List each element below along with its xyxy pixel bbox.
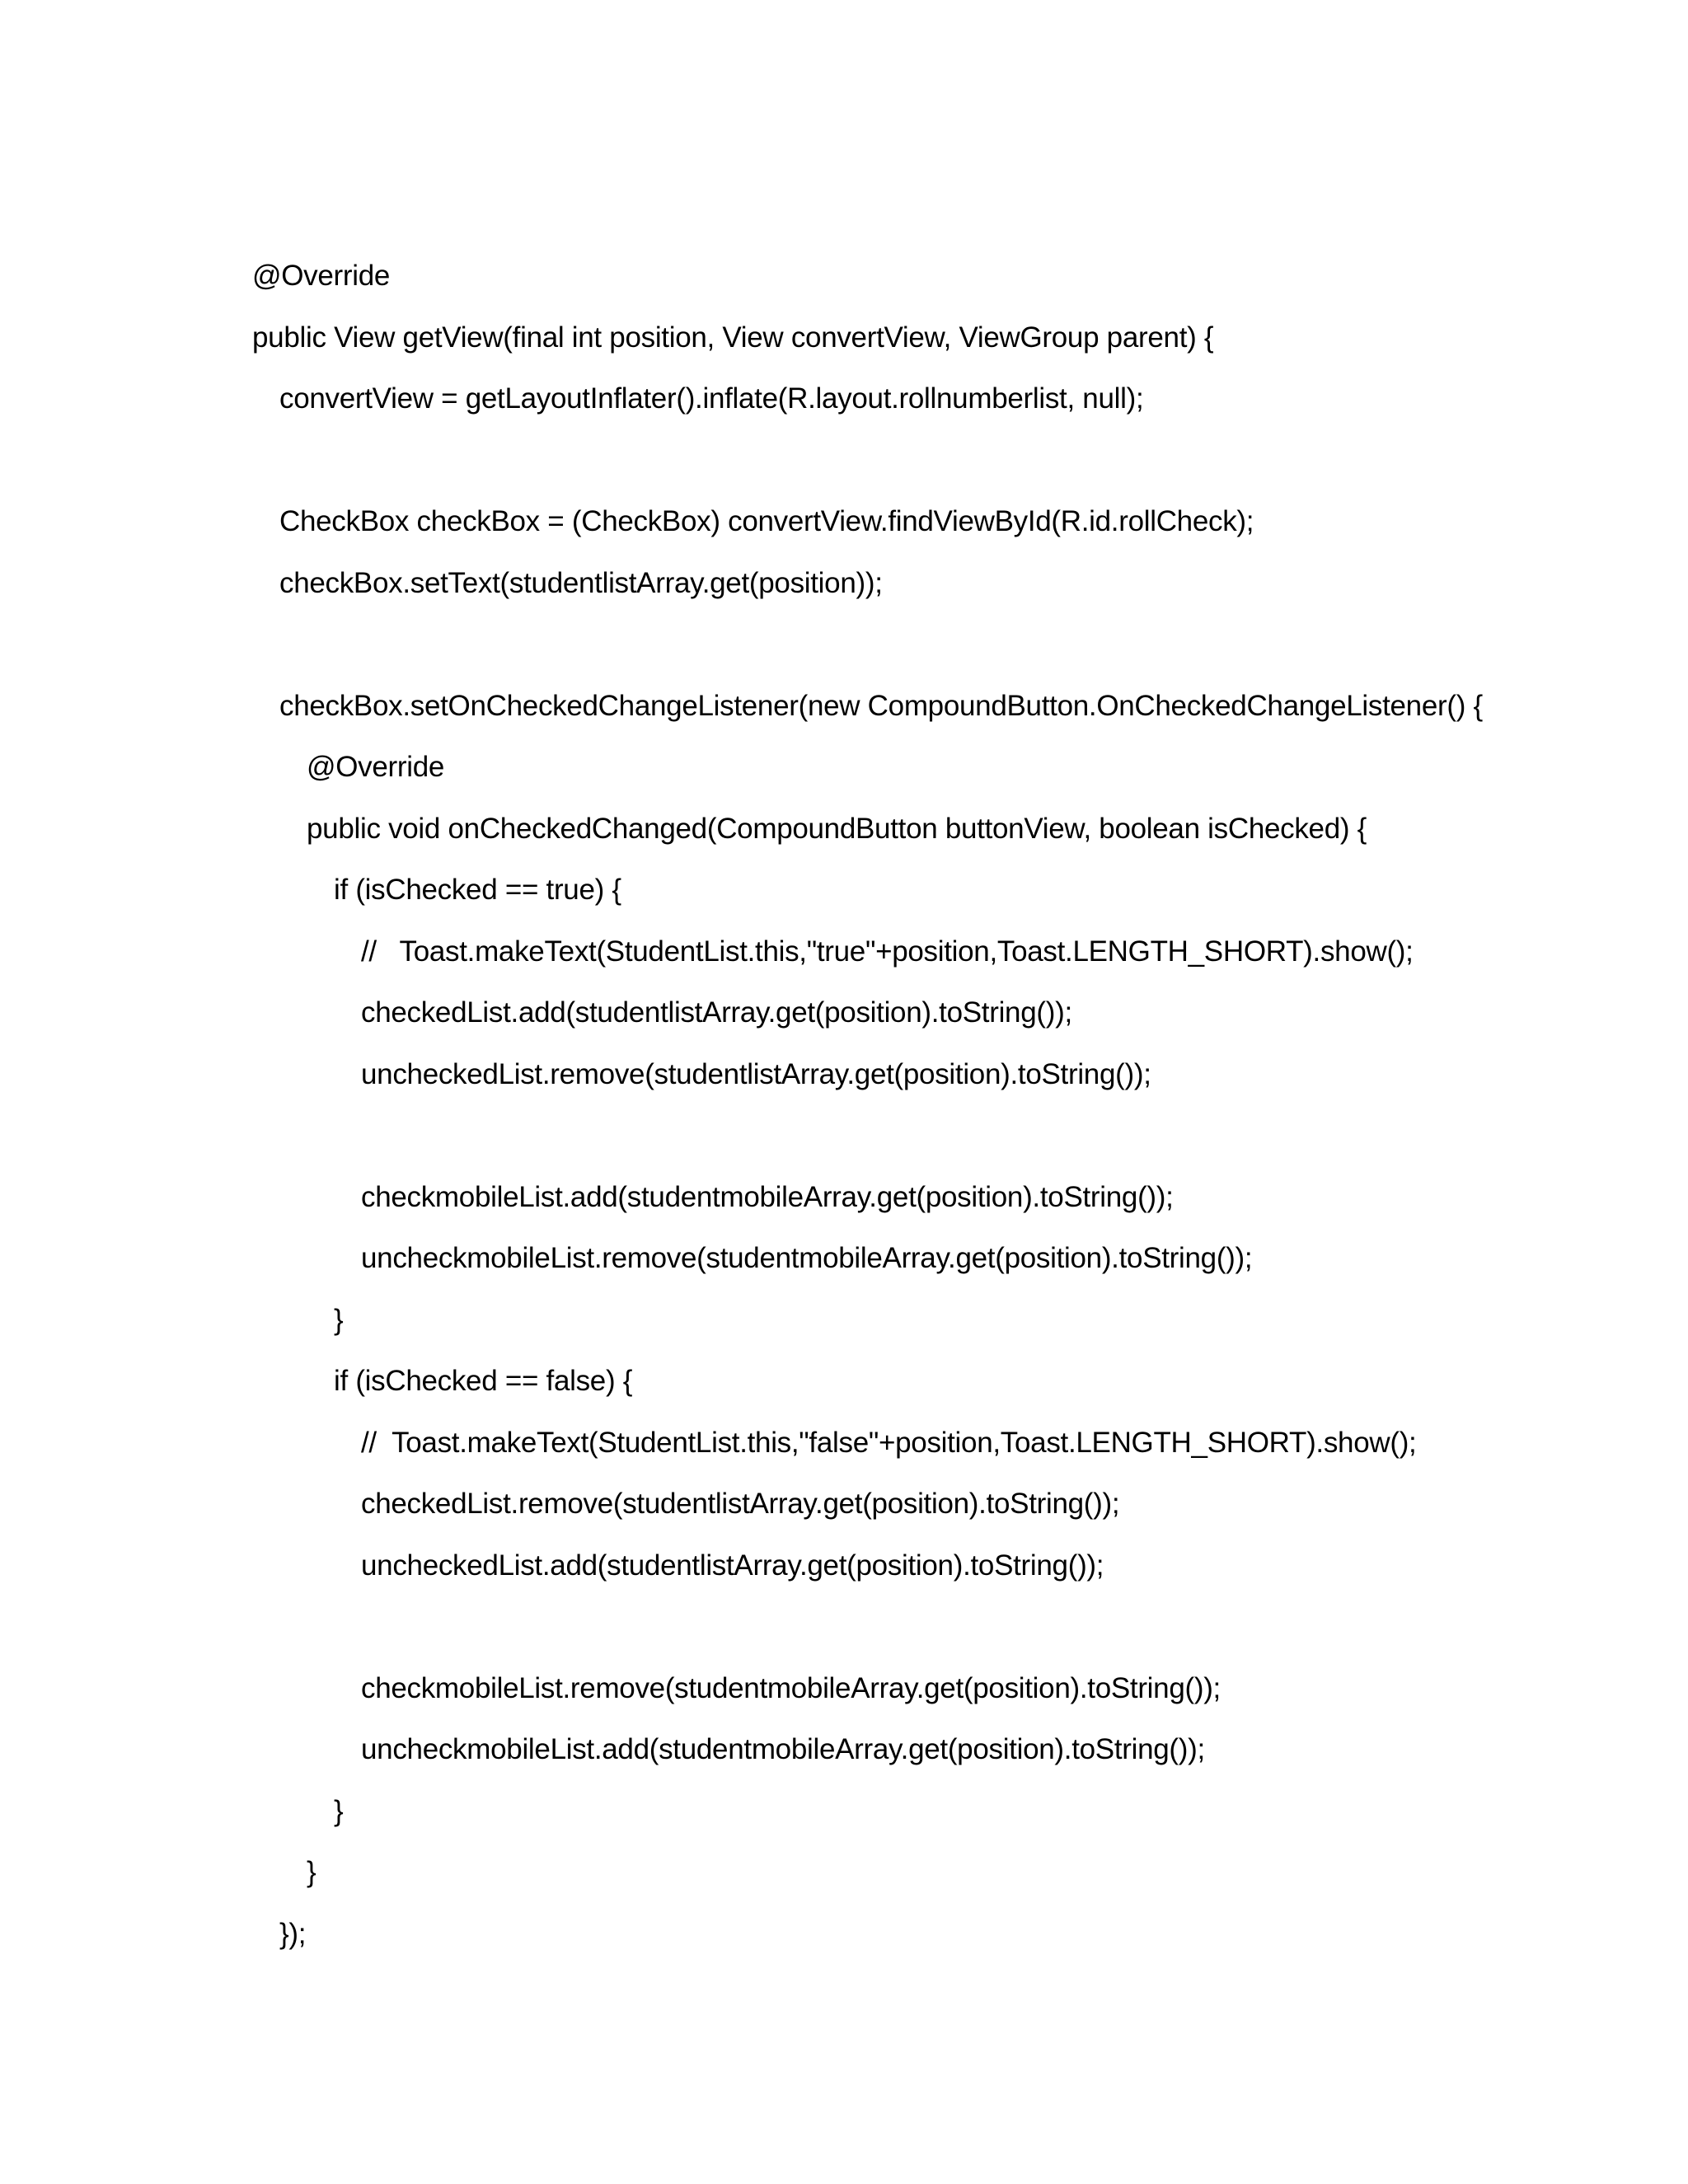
code-line-10: public void onCheckedChanged(CompoundButton buttonView, boolean isChecked) { bbox=[307, 812, 1367, 845]
code-line-14: uncheckedList.remove(studentlistArray.get(position).toString()); bbox=[361, 1057, 1151, 1090]
code-line-22: uncheckedList.add(studentlistArray.get(position).toString()); bbox=[361, 1549, 1104, 1582]
code-line-18: } bbox=[334, 1303, 344, 1336]
code-line-12: // Toast.makeText(StudentList.this,"true"+position,Toast.LENGTH_SHORT).show(); bbox=[361, 935, 1414, 968]
code-block bbox=[252, 254, 1637, 1973]
code-line-16: checkmobileList.add(studentmobileArray.get(position).toString()); bbox=[361, 1180, 1174, 1213]
code-line-19: if (isChecked == false) { bbox=[334, 1365, 633, 1397]
code-line-11: if (isChecked == true) { bbox=[334, 874, 621, 906]
code-line-5: CheckBox checkBox = (CheckBox) convertView.findViewById(R.id.rollCheck); bbox=[279, 505, 1254, 537]
code-line-4 bbox=[252, 438, 1637, 500]
code-line-26: } bbox=[334, 1794, 344, 1827]
code-line-2: public View getView(final int position, View convertView, ViewGroup parent) { bbox=[252, 321, 1214, 354]
code-line-15 bbox=[252, 1113, 1637, 1175]
code-line-9: @Override bbox=[307, 751, 445, 783]
code-line-28: }); bbox=[279, 1917, 307, 1950]
code-line-17: uncheckmobileList.remove(studentmobileArray.get(position).toString()); bbox=[361, 1242, 1253, 1274]
code-line-13: checkedList.add(studentlistArray.get(position).toString()); bbox=[361, 996, 1072, 1029]
code-line-24: checkmobileList.remove(studentmobileArray.get(position).toString()); bbox=[361, 1671, 1221, 1704]
code-line-20: // Toast.makeText(StudentList.this,"false"+position,Toast.LENGTH_SHORT).show(); bbox=[361, 1426, 1417, 1459]
code-line-8: checkBox.setOnCheckedChangeListener(new CompoundButton.OnCheckedChangeListener() { bbox=[279, 689, 1483, 722]
code-line-6: checkBox.setText(studentlistArray.get(position)); bbox=[279, 566, 883, 599]
code-line-7 bbox=[252, 622, 1637, 684]
code-line-23 bbox=[252, 1605, 1637, 1666]
code-line-27: } bbox=[307, 1856, 316, 1888]
code-line-3: convertView = getLayoutInflater().inflate(R.layout.rollnumberlist, null); bbox=[279, 382, 1144, 415]
code-line-1: @Override bbox=[252, 260, 391, 292]
code-line-25: uncheckmobileList.add(studentmobileArray.get(position).toString()); bbox=[361, 1733, 1205, 1765]
code-line-21: checkedList.remove(studentlistArray.get(position).toString()); bbox=[361, 1488, 1120, 1520]
